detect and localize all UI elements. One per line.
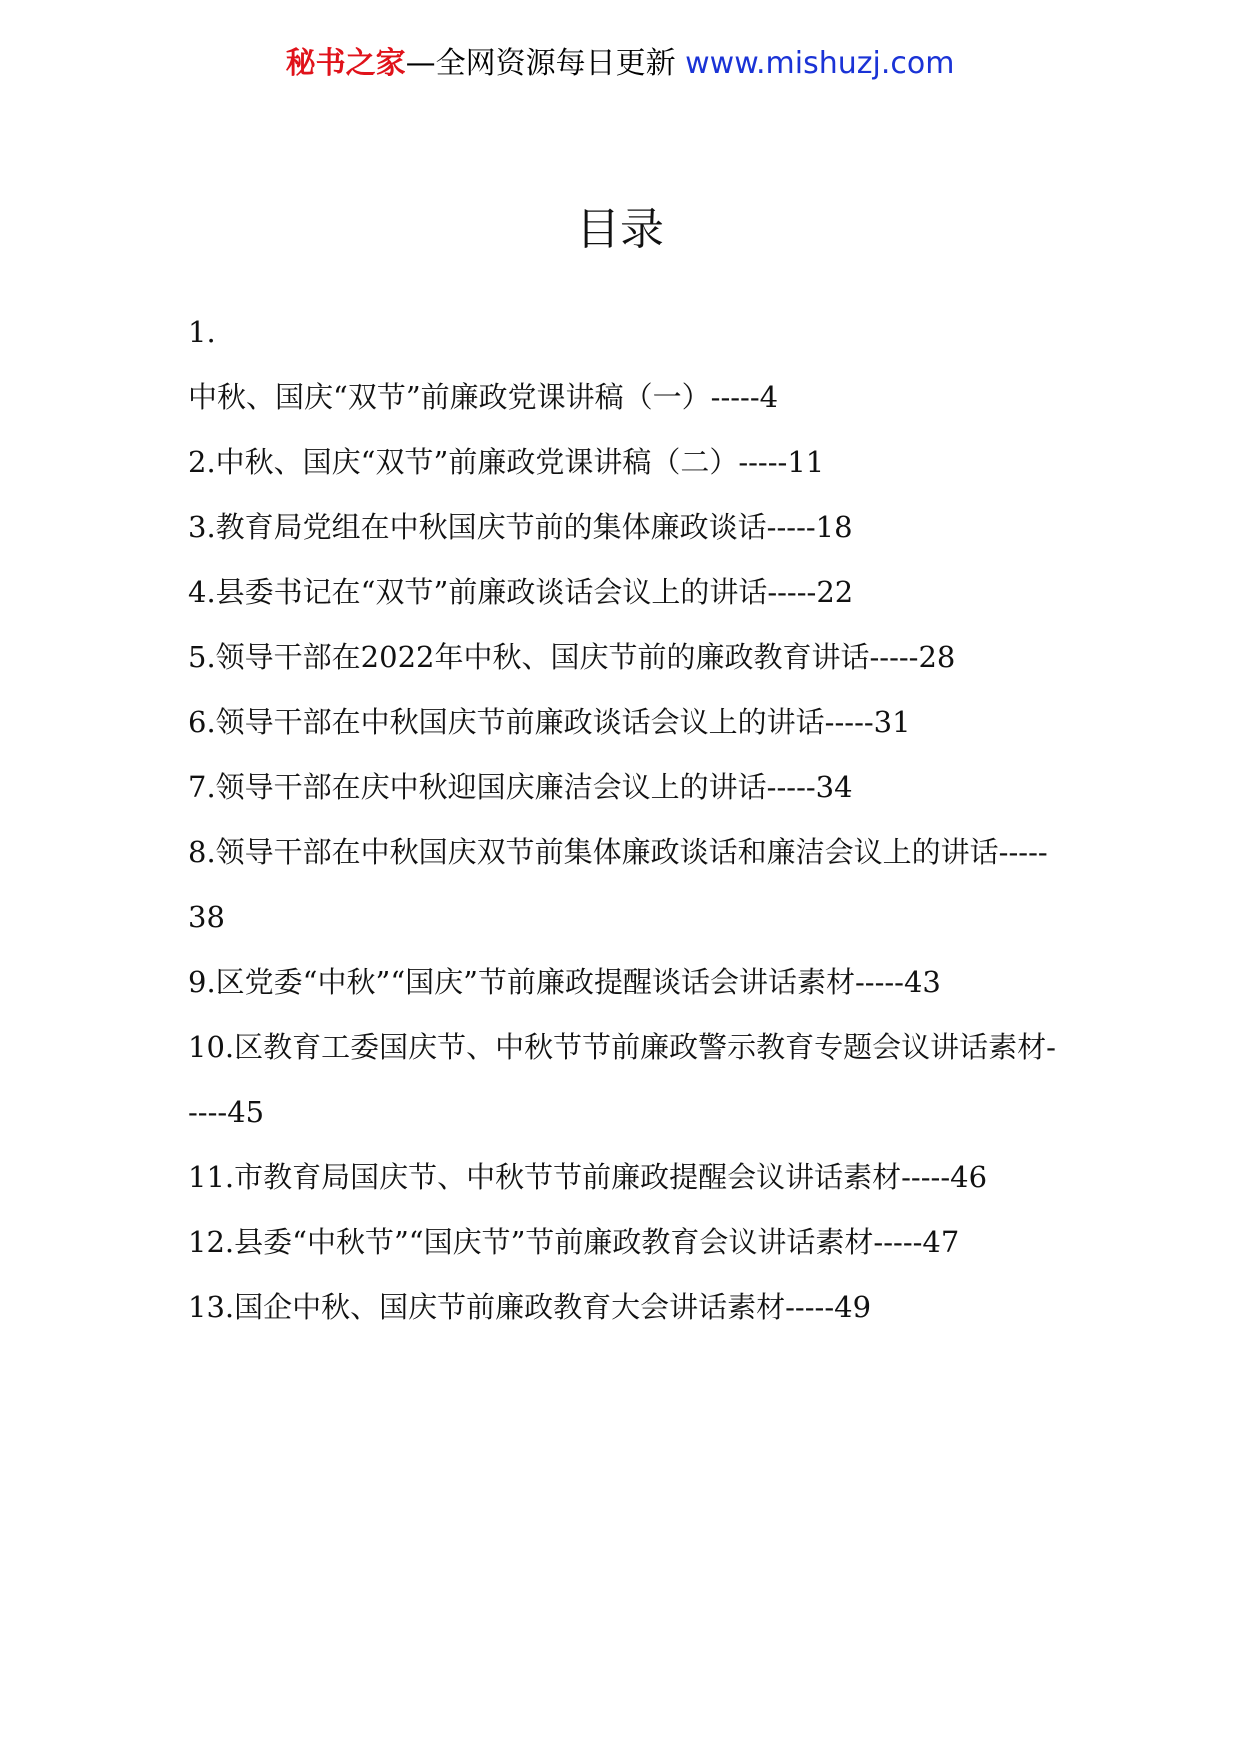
toc-item[interactable]: 2.中秋、国庆“双节”前廉政党课讲稿（二）-----11 <box>188 445 825 479</box>
site-header <box>0 40 1240 88</box>
toc-item[interactable]: 10.区教育工委国庆节、中秋节节前廉政警示教育专题会议讲话素材-----45 <box>188 1030 1056 1129</box>
toc-item[interactable]: 中秋、国庆“双节”前廉政党课讲稿（一）-----4 <box>188 380 779 414</box>
toc-item[interactable]: 6.领导干部在中秋国庆节前廉政谈话会议上的讲话-----31 <box>188 705 911 739</box>
header-tagline: —全网资源每日更新 <box>405 46 676 81</box>
brand-name: 秘书之家 <box>285 46 406 81</box>
toc-item[interactable]: 4.县委书记在“双节”前廉政谈话会议上的讲话-----22 <box>188 575 854 609</box>
toc-item[interactable]: 3.教育局党组在中秋国庆节前的集体廉政谈话-----18 <box>188 510 853 544</box>
toc-item[interactable]: 7.领导干部在庆中秋迎国庆廉洁会议上的讲话-----34 <box>188 770 853 804</box>
page-title: 目录 <box>576 204 664 255</box>
toc-item[interactable]: 13.国企中秋、国庆节前廉政教育大会讲话素材-----49 <box>188 1290 872 1324</box>
table-of-contents <box>188 300 1060 1340</box>
toc-item[interactable]: 9.区党委“中秋”“国庆”节前廉政提醒谈话会讲话素材-----43 <box>188 965 941 999</box>
toc-item[interactable]: 1. <box>188 315 216 349</box>
toc-item[interactable]: 8.领导干部在中秋国庆双节前集体廉政谈话和廉洁会议上的讲话-----38 <box>188 835 1048 934</box>
site-url-link[interactable]: www.mishuzj.com <box>685 46 955 81</box>
toc-item[interactable]: 5.领导干部在2022年中秋、国庆节前的廉政教育讲话-----28 <box>188 640 956 674</box>
toc-item[interactable]: 12.县委“中秋节”“国庆节”节前廉政教育会议讲话素材-----47 <box>188 1225 960 1259</box>
toc-item[interactable]: 11.市教育局国庆节、中秋节节前廉政提醒会议讲话素材-----46 <box>188 1160 988 1194</box>
